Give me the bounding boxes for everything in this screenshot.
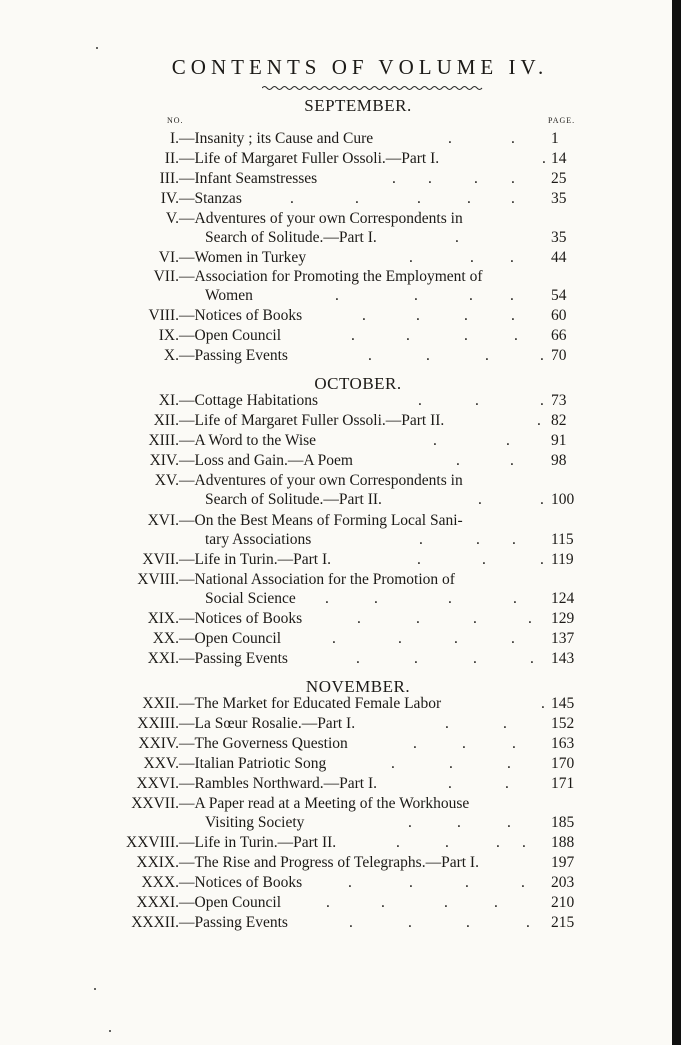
entry-title: —Life of Margaret Fuller Ossoli.—Part I. bbox=[179, 150, 440, 167]
stray-mark bbox=[96, 47, 98, 49]
entry-number: XXXI. bbox=[136, 894, 179, 911]
entry-page-number: 35 bbox=[551, 190, 567, 207]
entry-page-number: 73 bbox=[551, 392, 567, 409]
entry-number: VII. bbox=[153, 268, 179, 285]
stray-mark bbox=[109, 1030, 111, 1032]
leader-dot: . bbox=[414, 287, 418, 304]
leader-dot: . bbox=[530, 650, 534, 667]
leader-dot: . bbox=[445, 715, 449, 732]
entry-page-number: 25 bbox=[551, 170, 567, 187]
leader-dot: . bbox=[335, 287, 339, 304]
entry-page-number: 82 bbox=[551, 412, 567, 429]
entry-number: V. bbox=[165, 210, 179, 227]
toc-entry[interactable] bbox=[0, 873, 672, 893]
leader-dot: . bbox=[469, 287, 473, 304]
entry-title: —The Market for Educated Female Labor bbox=[179, 695, 442, 712]
leader-dot: . bbox=[448, 590, 452, 607]
leader-dot: . bbox=[540, 392, 544, 409]
toc-entry[interactable] bbox=[0, 853, 672, 873]
entry-title: —Infant Seamstresses bbox=[179, 170, 318, 187]
toc-entry[interactable] bbox=[0, 833, 672, 853]
entry-title: —La Sœur Rosalie.—Part I. bbox=[179, 715, 356, 732]
entry-number: XXIV. bbox=[138, 735, 179, 752]
entry-page-number: 44 bbox=[551, 249, 567, 266]
leader-dot: . bbox=[467, 190, 471, 207]
leader-dot: . bbox=[473, 610, 477, 627]
leader-dot: . bbox=[511, 130, 515, 147]
entry-number: IV. bbox=[160, 190, 179, 207]
leader-dot: . bbox=[381, 894, 385, 911]
toc-entry[interactable] bbox=[0, 189, 672, 209]
leader-dot: . bbox=[414, 650, 418, 667]
leader-dot: . bbox=[514, 327, 518, 344]
entry-title: —The Rise and Progress of Telegraphs.—Part I. bbox=[179, 854, 479, 871]
leader-dot: . bbox=[456, 452, 460, 469]
toc-entry[interactable] bbox=[0, 511, 672, 548]
page-title: CONTENTS OF VOLUME IV. bbox=[171, 55, 549, 79]
leader-dot: . bbox=[470, 249, 474, 266]
entry-title: —Cottage Habitations bbox=[179, 392, 319, 409]
leader-dot: . bbox=[290, 190, 294, 207]
leader-dot: . bbox=[462, 735, 466, 752]
stray-mark bbox=[94, 988, 96, 990]
leader-dot: . bbox=[449, 755, 453, 772]
entry-page-number: 145 bbox=[551, 695, 575, 712]
leader-dot: . bbox=[433, 432, 437, 449]
leader-dot: . bbox=[417, 551, 421, 568]
leader-dot: . bbox=[476, 531, 480, 548]
leader-dot: . bbox=[457, 814, 461, 831]
leader-dot: . bbox=[537, 412, 541, 429]
leader-dot: . bbox=[478, 491, 482, 508]
leader-dot: . bbox=[374, 590, 378, 607]
entry-number: VIII. bbox=[148, 307, 179, 324]
toc-entry[interactable] bbox=[0, 714, 672, 734]
entry-page-number: 170 bbox=[551, 755, 575, 772]
entry-title: —Open Council bbox=[179, 327, 282, 344]
entry-number: X. bbox=[163, 347, 179, 364]
entry-title: —On the Best Means of Forming Local Sani- bbox=[179, 512, 463, 529]
leader-dot: . bbox=[511, 630, 515, 647]
entry-number: XI. bbox=[158, 392, 179, 409]
leader-dot: . bbox=[416, 307, 420, 324]
entry-title: —Life in Turin.—Part II. bbox=[179, 834, 337, 851]
leader-dot: . bbox=[428, 170, 432, 187]
toc-entry[interactable] bbox=[0, 754, 672, 774]
month-heading: OCTOBER. bbox=[314, 374, 402, 393]
entry-title-continued: Search of Solitude.—Part I. bbox=[205, 229, 377, 246]
leader-dot: . bbox=[448, 130, 452, 147]
leader-dot: . bbox=[507, 755, 511, 772]
toc-entry[interactable] bbox=[0, 629, 672, 649]
wavy-rule bbox=[262, 84, 484, 92]
entry-number: XXV. bbox=[143, 755, 179, 772]
entry-page-number: 35 bbox=[551, 229, 567, 246]
entry-number: XXVII. bbox=[131, 795, 179, 812]
entry-number: XXI. bbox=[147, 650, 179, 667]
entry-page-number: 215 bbox=[551, 914, 575, 931]
entry-title: —Life of Margaret Fuller Ossoli.—Part II. bbox=[179, 412, 445, 429]
entry-title: —Stanzas bbox=[179, 190, 242, 207]
leader-dot: . bbox=[510, 452, 514, 469]
leader-dot: . bbox=[362, 307, 366, 324]
no-column-label: NO. bbox=[167, 116, 184, 125]
leader-dot: . bbox=[417, 190, 421, 207]
leader-dot: . bbox=[355, 190, 359, 207]
entry-number: III. bbox=[159, 170, 179, 187]
entry-page-number: 171 bbox=[551, 775, 575, 792]
toc-entry[interactable] bbox=[0, 129, 672, 149]
entry-title: —A Word to the Wise bbox=[179, 432, 317, 449]
toc-entry[interactable] bbox=[0, 149, 672, 169]
leader-dot: . bbox=[465, 874, 469, 891]
toc-entry[interactable] bbox=[0, 209, 672, 246]
leader-dot: . bbox=[510, 287, 514, 304]
leader-dot: . bbox=[392, 170, 396, 187]
entry-number: XVI. bbox=[147, 512, 179, 529]
entry-page-number: 115 bbox=[551, 531, 574, 548]
entry-title: —Adventures of your own Correspondents in bbox=[179, 472, 463, 489]
leader-dot: . bbox=[398, 630, 402, 647]
leader-dot: . bbox=[332, 630, 336, 647]
leader-dot: . bbox=[473, 650, 477, 667]
leader-dot: . bbox=[464, 327, 468, 344]
entry-title: —Passing Events bbox=[179, 650, 288, 667]
toc-entry[interactable] bbox=[0, 267, 672, 304]
leader-dot: . bbox=[351, 327, 355, 344]
entry-page-number: 100 bbox=[551, 491, 575, 508]
entry-number: I. bbox=[169, 130, 179, 147]
leader-dot: . bbox=[507, 814, 511, 831]
entry-number: IX. bbox=[158, 327, 179, 344]
toc-entry[interactable] bbox=[0, 609, 672, 629]
leader-dot: . bbox=[542, 150, 546, 167]
leader-dot: . bbox=[496, 834, 500, 851]
leader-dot: . bbox=[528, 610, 532, 627]
leader-dot: . bbox=[494, 894, 498, 911]
leader-dot: . bbox=[448, 775, 452, 792]
leader-dot: . bbox=[326, 894, 330, 911]
entry-number: XIV. bbox=[149, 452, 179, 469]
entry-page-number: 210 bbox=[551, 894, 575, 911]
leader-dot: . bbox=[349, 914, 353, 931]
toc-entry[interactable] bbox=[0, 346, 672, 366]
toc-entry[interactable] bbox=[0, 391, 672, 411]
entry-title: —Passing Events bbox=[179, 914, 288, 931]
leader-dot: . bbox=[475, 392, 479, 409]
toc-entry[interactable] bbox=[0, 734, 672, 754]
leader-dot: . bbox=[513, 590, 517, 607]
entry-number: XXX. bbox=[141, 874, 179, 891]
leader-dot: . bbox=[511, 190, 515, 207]
leader-dot: . bbox=[522, 834, 526, 851]
entry-title: —Rambles Northward.—Part I. bbox=[179, 775, 378, 792]
entry-page-number: 129 bbox=[551, 610, 575, 627]
leader-dot: . bbox=[391, 755, 395, 772]
entry-page-number: 124 bbox=[551, 590, 575, 607]
entry-title: —Loss and Gain.—A Poem bbox=[179, 452, 353, 469]
toc-entry[interactable] bbox=[0, 649, 672, 669]
entry-page-number: 203 bbox=[551, 874, 575, 891]
leader-dot: . bbox=[455, 229, 459, 246]
entry-number: II. bbox=[164, 150, 179, 167]
entry-page-number: 185 bbox=[551, 814, 575, 831]
entry-title-continued: Search of Solitude.—Part II. bbox=[205, 491, 382, 508]
page-column-label: PAGE. bbox=[548, 116, 576, 125]
entry-page-number: 188 bbox=[551, 834, 575, 851]
leader-dot: . bbox=[464, 307, 468, 324]
entry-title: —The Governess Question bbox=[179, 735, 348, 752]
entry-number: XXIX. bbox=[136, 854, 179, 871]
toc-entry[interactable] bbox=[0, 451, 672, 471]
entry-title: —Notices of Books bbox=[179, 307, 303, 324]
entry-page-number: 197 bbox=[551, 854, 575, 871]
toc-entry[interactable] bbox=[0, 326, 672, 346]
entry-number: XX. bbox=[152, 630, 179, 647]
leader-dot: . bbox=[503, 715, 507, 732]
entry-number: XXXII. bbox=[131, 914, 179, 931]
leader-dot: . bbox=[506, 432, 510, 449]
leader-dot: . bbox=[444, 894, 448, 911]
toc-entry[interactable] bbox=[0, 411, 672, 431]
entry-title: —Association for Promoting the Employment of bbox=[179, 268, 483, 285]
entry-title: —Notices of Books bbox=[179, 610, 303, 627]
leader-dot: . bbox=[466, 914, 470, 931]
leader-dot: . bbox=[413, 735, 417, 752]
entry-number: XVII. bbox=[142, 551, 179, 568]
leader-dot: . bbox=[408, 914, 412, 931]
entry-page-number: 66 bbox=[551, 327, 567, 344]
leader-dot: . bbox=[511, 307, 515, 324]
entry-number: XVIII. bbox=[137, 571, 179, 588]
entry-page-number: 119 bbox=[551, 551, 574, 568]
toc-entry[interactable] bbox=[0, 893, 672, 913]
entry-number: XV. bbox=[154, 472, 179, 489]
entry-number: VI. bbox=[158, 249, 179, 266]
entry-page-number: 98 bbox=[551, 452, 567, 469]
month-heading: NOVEMBER. bbox=[305, 677, 411, 696]
entry-page-number: 152 bbox=[551, 715, 575, 732]
entry-number: XXII. bbox=[142, 695, 179, 712]
entry-title-continued: Social Science bbox=[205, 590, 296, 607]
toc-entry[interactable] bbox=[0, 913, 672, 933]
leader-dot: . bbox=[540, 551, 544, 568]
entry-title: —A Paper read at a Meeting of the Workhouse bbox=[179, 795, 470, 812]
leader-dot: . bbox=[512, 531, 516, 548]
leader-dot: . bbox=[445, 834, 449, 851]
entry-page-number: 14 bbox=[551, 150, 567, 167]
entry-page-number: 54 bbox=[551, 287, 567, 304]
entry-title: —National Association for the Promotion of bbox=[179, 571, 455, 588]
leader-dot: . bbox=[526, 914, 530, 931]
entry-page-number: 70 bbox=[551, 347, 567, 364]
entry-title: —Open Council bbox=[179, 630, 282, 647]
leader-dot: . bbox=[418, 392, 422, 409]
entry-page-number: 91 bbox=[551, 432, 567, 449]
entry-number: XIII. bbox=[148, 432, 179, 449]
toc-entry[interactable] bbox=[0, 570, 672, 607]
entry-title: —Insanity ; its Cause and Cure bbox=[179, 130, 374, 147]
toc-entry[interactable] bbox=[0, 431, 672, 451]
leader-dot: . bbox=[540, 491, 544, 508]
entry-number: XIX. bbox=[147, 610, 179, 627]
leader-dot: . bbox=[512, 735, 516, 752]
entry-page-number: 137 bbox=[551, 630, 575, 647]
entry-page-number: 60 bbox=[551, 307, 567, 324]
toc-entry[interactable] bbox=[0, 169, 672, 189]
page-edge-shadow bbox=[672, 0, 681, 1045]
leader-dot: . bbox=[409, 874, 413, 891]
leader-dot: . bbox=[521, 874, 525, 891]
month-heading: SEPTEMBER. bbox=[304, 96, 412, 115]
leader-dot: . bbox=[325, 590, 329, 607]
leader-dot: . bbox=[368, 347, 372, 364]
entry-title: —Passing Events bbox=[179, 347, 288, 364]
leader-dot: . bbox=[419, 531, 423, 548]
entry-number: XII. bbox=[153, 412, 179, 429]
entry-title-continued: tary Associations bbox=[205, 531, 312, 548]
leader-dot: . bbox=[485, 347, 489, 364]
entry-title: —Women in Turkey bbox=[179, 249, 307, 266]
leader-dot: . bbox=[474, 170, 478, 187]
leader-dot: . bbox=[482, 551, 486, 568]
toc-entry[interactable] bbox=[0, 306, 672, 326]
entry-title: —Italian Patriotic Song bbox=[179, 755, 327, 772]
entry-page-number: 163 bbox=[551, 735, 575, 752]
leader-dot: . bbox=[510, 249, 514, 266]
leader-dot: . bbox=[356, 650, 360, 667]
leader-dot: . bbox=[409, 249, 413, 266]
leader-dot: . bbox=[396, 834, 400, 851]
toc-entry[interactable] bbox=[0, 248, 672, 268]
leader-dot: . bbox=[426, 347, 430, 364]
entry-title: —Life in Turin.—Part I. bbox=[179, 551, 331, 568]
toc-entry[interactable] bbox=[0, 774, 672, 794]
entry-page-number: 143 bbox=[551, 650, 575, 667]
entry-number: XXVI. bbox=[136, 775, 179, 792]
leader-dot: . bbox=[408, 814, 412, 831]
leader-dot: . bbox=[348, 874, 352, 891]
entry-number: XXIII. bbox=[137, 715, 179, 732]
entry-title: —Notices of Books bbox=[179, 874, 303, 891]
entry-title-continued: Visiting Society bbox=[205, 814, 305, 831]
leader-dot: . bbox=[357, 610, 361, 627]
entry-page-number: 1 bbox=[551, 130, 559, 147]
leader-dot: . bbox=[540, 347, 544, 364]
leader-dot: . bbox=[505, 775, 509, 792]
entry-title-continued: Women bbox=[205, 287, 253, 304]
leader-dot: . bbox=[416, 610, 420, 627]
toc-entry[interactable] bbox=[0, 471, 672, 508]
leader-dot: . bbox=[454, 630, 458, 647]
entry-title: —Adventures of your own Correspondents in bbox=[179, 210, 463, 227]
entry-number: XXVIII. bbox=[126, 834, 179, 851]
leader-dot: . bbox=[406, 327, 410, 344]
leader-dot: . bbox=[511, 170, 515, 187]
toc-entry[interactable] bbox=[0, 694, 672, 714]
leader-dot: . bbox=[541, 695, 545, 712]
toc-entry[interactable] bbox=[0, 794, 672, 831]
entry-title: —Open Council bbox=[179, 894, 282, 911]
toc-entry[interactable] bbox=[0, 550, 672, 570]
